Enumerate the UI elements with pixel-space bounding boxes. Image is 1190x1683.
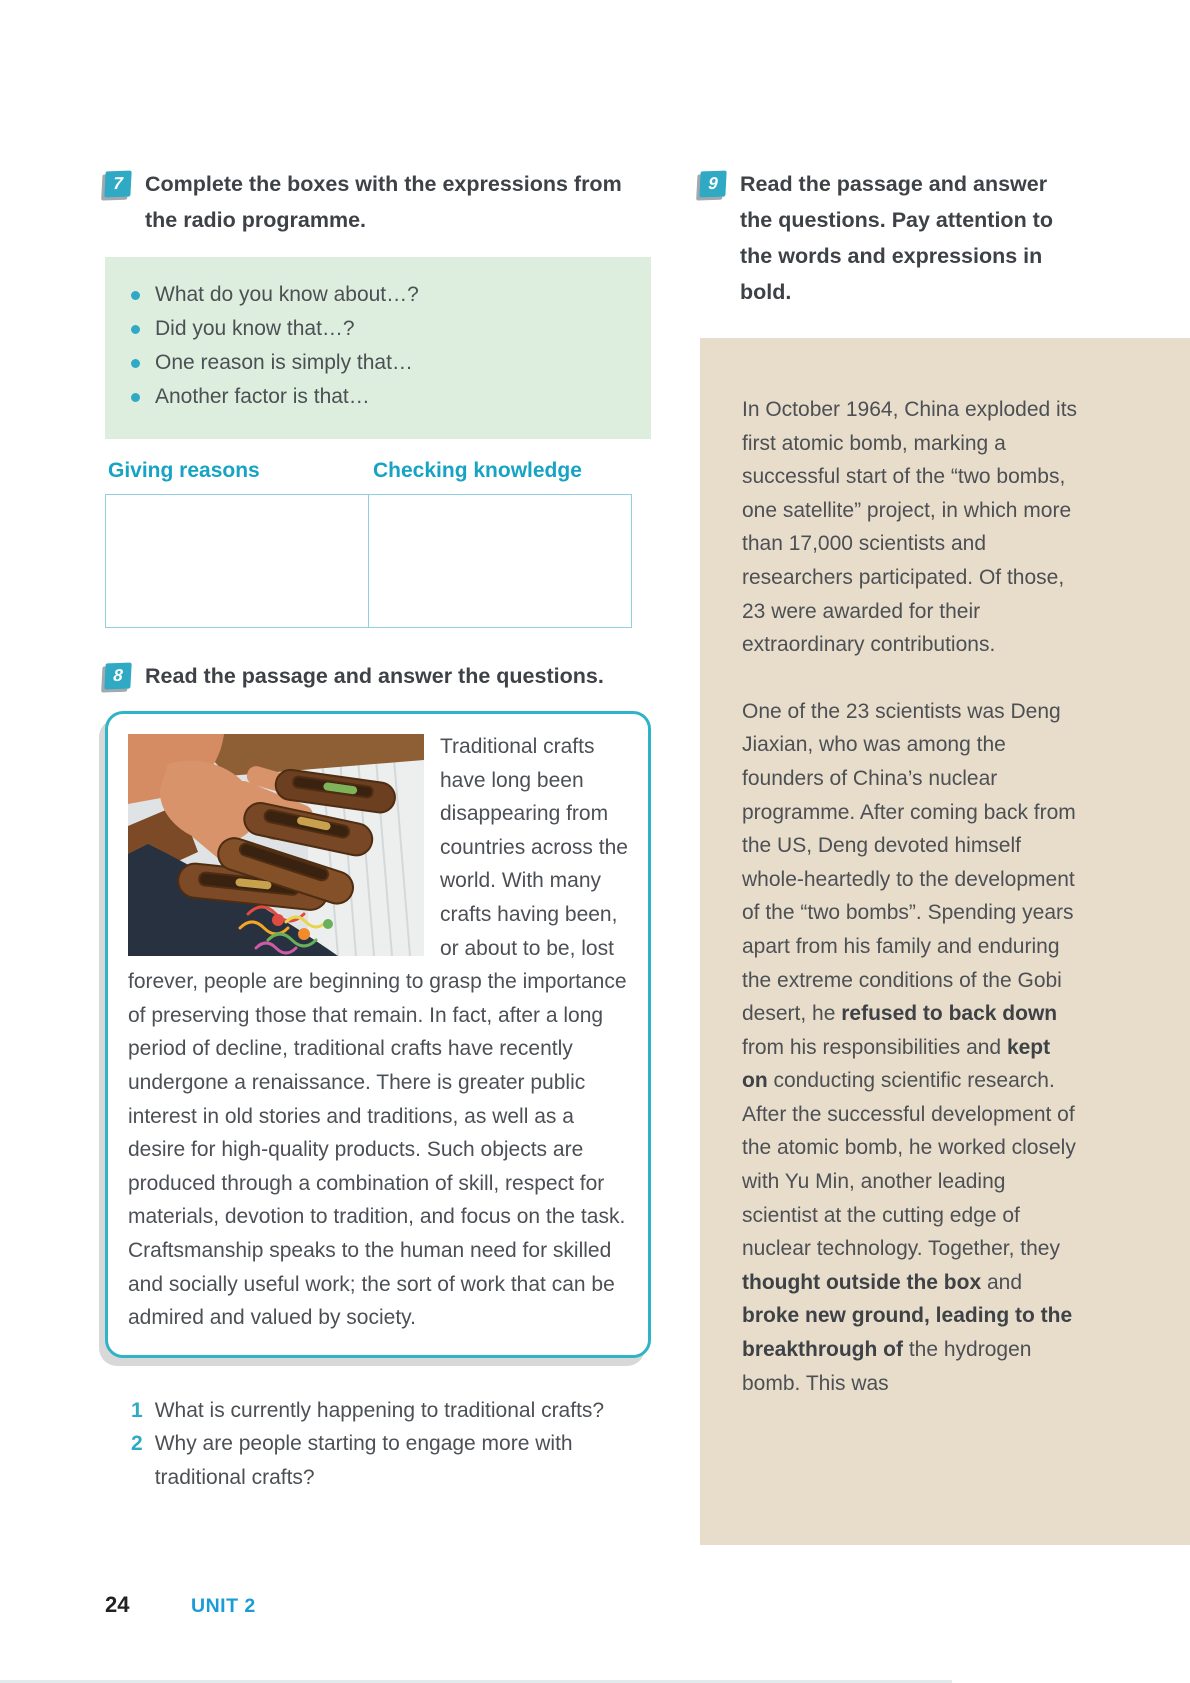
question-item — [105, 1394, 651, 1428]
exercise9-number-badge: 9 — [699, 171, 726, 198]
expression-text: What do you know about…? — [155, 283, 419, 306]
list-item — [131, 278, 639, 312]
left-column — [105, 166, 651, 1494]
question-number: 1 — [131, 1398, 143, 1422]
exercise8-questions — [105, 1394, 651, 1495]
list-item — [131, 380, 639, 414]
reading-passage-panel — [700, 338, 1190, 1545]
answer-table — [105, 494, 632, 628]
answer-table-headers — [105, 459, 651, 487]
passage-text: Traditional crafts have long been disappearing from countries across the world. With many crafts having been, or about to be, lost forever, people are beginning to grasp the importance of preserving those that remain. In fact, after a long period of decline, traditional crafts have recently undergone a renaissance. There is greater public interest in old stories and traditions, as well as a desire for high-quality products. Such objects are produced through a combination of skill, respect for materials, devotion to tradition, and focus on the task. Craftsmanship speaks to the human need for skilled and socially useful work; the sort of work that can be admired and valued by society. — [128, 735, 628, 1330]
exercise8-number-badge: 8 — [104, 663, 131, 690]
exercise8-header — [105, 658, 651, 694]
question-text: Why are people starting to engage more with traditional crafts? — [154, 1432, 573, 1489]
question-number: 2 — [131, 1432, 143, 1456]
crafts-photo — [128, 734, 424, 956]
bullet-icon — [131, 291, 140, 300]
exercise9-title: Read the passage and answer the questions. Pay attention to the words and expressions in bold. — [740, 172, 1053, 304]
list-item — [131, 312, 639, 346]
expression-text: Another factor is that… — [155, 385, 370, 408]
expression-text: One reason is simply that… — [155, 351, 413, 374]
question-item — [105, 1427, 651, 1494]
bullet-icon — [131, 325, 140, 334]
giving-reasons-cell — [106, 495, 369, 627]
expressions-box — [105, 257, 651, 439]
bullet-icon — [131, 393, 140, 402]
unit-label: UNIT 2 — [191, 1595, 256, 1617]
exercise9-header — [700, 166, 1190, 310]
list-item — [131, 346, 639, 380]
checking-knowledge-cell — [369, 495, 631, 627]
expression-text: Did you know that…? — [155, 317, 355, 340]
passage-paragraph-1: In October 1964, China exploded its first atomic bomb, marking a successful start of the “two bombs, one satellite” project, in which more than 17,000 scientists and researchers participated. Of those, 23 were awarded for their extraordinary contributions. — [742, 398, 1078, 657]
giving-reasons-header: Giving reasons — [108, 459, 260, 482]
page-number: 24 — [105, 1592, 130, 1617]
exercise7-title: Complete the boxes with the expressions from the radio programme. — [145, 172, 622, 232]
reading-passage-box — [105, 711, 651, 1358]
passage-paragraph-2: One of the 23 scientists was Deng Jiaxian, who was among the founders of China’s nuclear programme. After coming back from the US, Deng devoted himself whole-heartedly to the development of the “two bombs”. Spending years apart from his family and enduring the extreme conditions of the Gobi desert, he refused to back down from his responsibilities and kept on conducting scientific research. After the successful development of the atomic bomb, he worked closely with Yu Min, another leading scientist at the cutting edge of nuclear technology. Together, they thought outside the box and broke new ground, leading to the breakthrough of the hydrogen bomb. This was — [742, 699, 1076, 1395]
right-column — [700, 166, 1190, 1545]
exercise8-title: Read the passage and answer the questions. — [145, 664, 604, 688]
checking-knowledge-header: Checking knowledge — [373, 459, 582, 482]
question-text: What is currently happening to traditional crafts? — [154, 1398, 605, 1422]
bullet-icon — [131, 359, 140, 368]
exercise7-header — [105, 166, 651, 238]
exercise7-number-badge: 7 — [104, 171, 131, 198]
